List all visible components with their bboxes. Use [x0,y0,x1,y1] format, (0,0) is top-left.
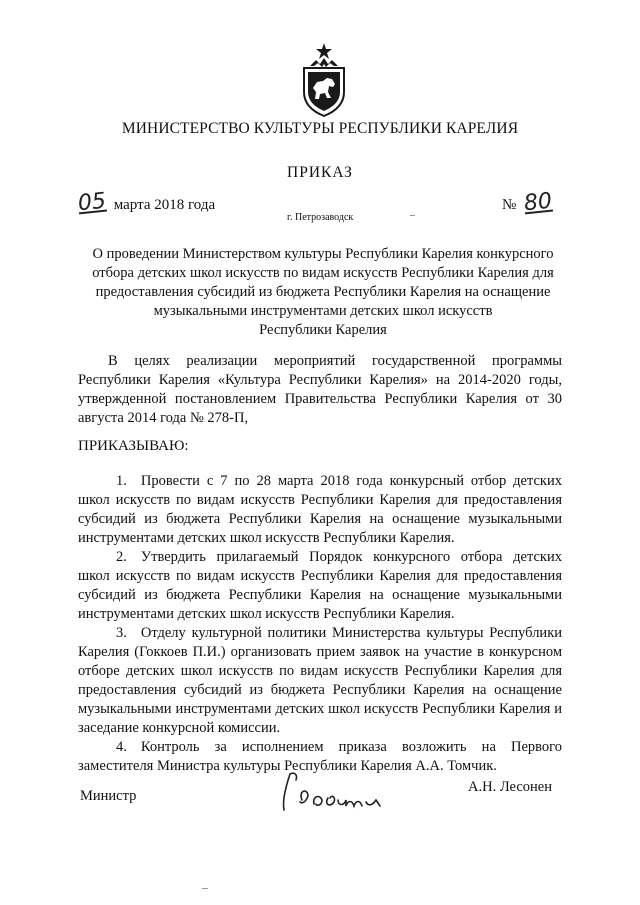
coat-of-arms-icon [298,42,350,118]
preamble-paragraph: В целях реализации мероприятий государственной программы Республики Карелия «Культура Республики Карелия» на 2014-2020 годы, утвержденной постановлением Правительства Республики Карелия от 30 августа 2014 года № 278-П, [78,353,562,426]
item-number: 3. [116,625,127,641]
order-items [78,472,562,776]
item-text: Утвердить прилагаемый Порядок конкурсного отбора детских школ искусств по видам искусств Республики Карелия для предоставления субсидий из бюджета Республики Карелия на оснащение музыкальными инструментами детских школ искусств Республики Карелия. [78,549,562,622]
order-date [78,190,215,215]
document-type: ПРИКАЗ [287,164,353,181]
order-item [78,548,562,624]
subject-line: отбора детских школ искусств по видам искусств Республики Карелия для [92,265,554,281]
scan-mark [202,888,208,889]
decree-heading: ПРИКАЗЫВАЮ: [78,438,189,454]
item-text: Отделу культурной политики Министерства культуры Республики Карелия (Гоккоев П.И.) организовать прием заявок на участие в конкурсном отборе детских школ искусств по видам искусств Республики Карелия для предоставления субсидий из бюджета Республики Карелия на оснащение музыкальными инструментами детских школ искусств Республики Карелия и заседание конкурсной комиссии. [78,625,562,736]
item-text: Контроль за исполнением приказа возложить на Первого заместителя Министра культуры Республики Карелия А.А. Томчик. [78,739,562,774]
subject-line: О проведении Министерством культуры Республики Карелия конкурсного [92,246,554,262]
handwritten-signature [272,760,402,820]
number-label: № [502,197,517,213]
order-item [78,624,562,738]
item-text: Провести с 7 по 28 марта 2018 года конкурсный отбор детских школ искусств по видам искусств Республики Карелия для предоставления субсидий из бюджета Республики Карелия на оснащение музыкальными инструментами детских школ искусств Республики Карелия. [78,473,562,546]
handwritten-day: 05 [76,188,108,217]
subject-line: предоставления субсидий из бюджета Республики Карелия на оснащение [95,284,551,300]
subject-line: Республики Карелия [259,322,387,338]
date-text: марта 2018 года [113,197,216,213]
order-number [502,190,552,215]
order-item [78,472,562,548]
order-subject [84,245,562,340]
scan-mark [410,215,415,216]
item-number: 2. [116,549,127,565]
item-number: 1. [116,473,127,489]
city: г. Петрозаводск [287,212,354,223]
ministry-title: МИНИСТЕРСТВО КУЛЬТУРЫ РЕСПУБЛИКИ КАРЕЛИЯ [121,120,519,137]
subject-line: музыкальными инструментами детских школ искусств [153,303,493,319]
signatory-role: Министр [80,788,137,804]
signatory-name: А.Н. Лесонен [468,779,552,795]
item-number: 4. [116,739,127,755]
handwritten-number: 80 [522,188,554,217]
